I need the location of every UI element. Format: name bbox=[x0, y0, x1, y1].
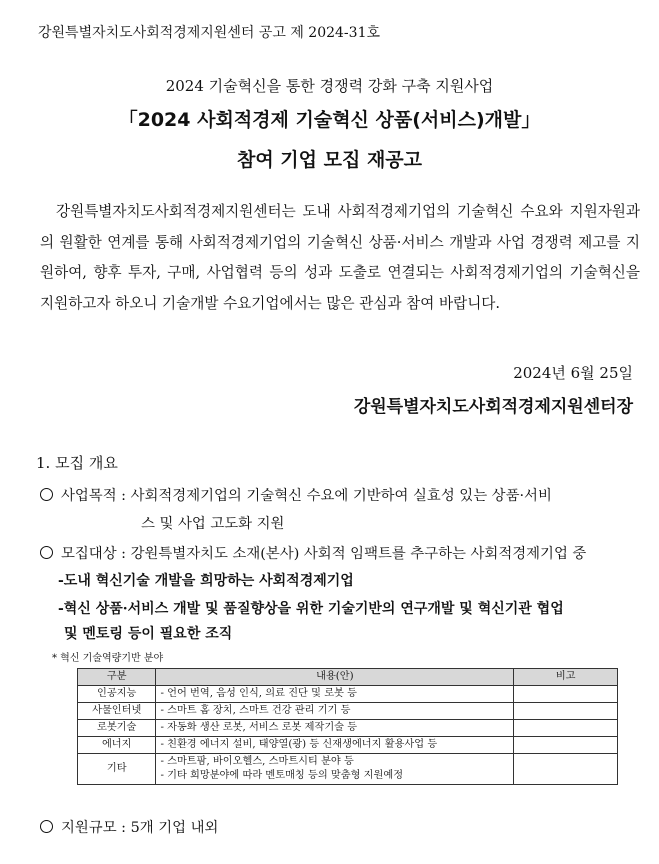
row-category: 인공지능 bbox=[78, 686, 156, 703]
target-detail: -혁신 상품·서비스 개발 및 품질향상을 위한 기술기반의 연구개발 및 혁신기관 협업 bbox=[58, 601, 564, 617]
row-content: - 자동화 생산 로봇, 서비스 로봇 제작기술 등 bbox=[156, 720, 514, 737]
header-content: 내용(안) bbox=[156, 669, 514, 686]
row-content bbox=[156, 754, 514, 785]
section-heading: 1. 모집 개요 bbox=[36, 454, 118, 472]
row-content: - 친환경 에너지 설비, 태양열(광) 등 신재생에너지 활용사업 등 bbox=[156, 737, 514, 754]
target-detail: -도내 혁신기술 개발을 희망하는 사회적경제기업 bbox=[58, 573, 354, 589]
row-remark bbox=[514, 703, 618, 720]
row-category: 로봇기술 bbox=[78, 720, 156, 737]
circle-bullet-icon bbox=[40, 546, 53, 559]
table-row bbox=[78, 720, 618, 737]
document-title-line2: 참여 기업 모집 재공고 bbox=[236, 149, 423, 171]
intro-paragraph: 강원특별자치도사회적경제지원센터는 도내 사회적경제기업의 기술혁신 수요와 지원자원과의 원활한 연계를 통해 사회적경제기업의 기술혁신 상품·서비스 개발과 사업 경쟁력 제고를 지원하여, 향후 투자, 구매, 사업협력 등의 성과 도출로 연결되는 사회적경제기업의 기술혁신을 지원하고자 하오니 기술개발 수요기업에서는 많은 관심과 참여 바랍니다. bbox=[40, 203, 640, 312]
table-header-row bbox=[78, 669, 618, 686]
circle-bullet-icon bbox=[40, 488, 53, 501]
header-category: 구분 bbox=[78, 669, 156, 686]
row-remark bbox=[514, 754, 618, 785]
row-remark bbox=[514, 686, 618, 703]
organization-signature: 강원특별자치도사회적경제지원센터장 bbox=[353, 397, 633, 417]
row-category: 기타 bbox=[78, 754, 156, 785]
document-subtitle: 2024 기술혁신을 통한 경쟁력 강화 구축 지원사업 bbox=[165, 77, 494, 95]
circle-bullet-icon bbox=[40, 820, 53, 833]
table-row bbox=[78, 703, 618, 720]
row-remark bbox=[514, 720, 618, 737]
scale-item bbox=[40, 816, 218, 837]
row-content-line: - 스마트팜, 바이오헬스, 스마트시티 분야 등 bbox=[160, 756, 354, 767]
purpose-item bbox=[40, 484, 552, 505]
row-content: - 언어 번역, 음성 인식, 의료 진단 및 로봇 등 bbox=[156, 686, 514, 703]
purpose-text: 사업목적 : 사회적경제기업의 기술혁신 수요에 기반하여 실효성 있는 상품·서비 bbox=[61, 488, 552, 504]
announcement-date: 2024년 6월 25일 bbox=[513, 364, 633, 382]
target-item bbox=[40, 542, 586, 563]
table-row bbox=[78, 737, 618, 754]
scale-text: 지원규모 : 5개 기업 내외 bbox=[61, 820, 219, 836]
tech-fields-table bbox=[77, 668, 618, 785]
table-note: * 혁신 기술역량기반 분야 bbox=[52, 653, 164, 664]
row-remark bbox=[514, 737, 618, 754]
row-content: - 스마트 홈 장치, 스마트 건강 관리 기기 등 bbox=[156, 703, 514, 720]
table-row bbox=[78, 686, 618, 703]
row-category: 사물인터넷 bbox=[78, 703, 156, 720]
document-title: 「2024 사회적경제 기술혁신 상품(서비스)개발」 bbox=[118, 109, 541, 131]
purpose-text-continued: 스 및 사업 고도화 지원 bbox=[141, 516, 285, 532]
table-row bbox=[78, 754, 618, 785]
header-remark: 비고 bbox=[514, 669, 618, 686]
target-detail-continued: 및 멘토링 등이 필요한 조직 bbox=[64, 626, 233, 642]
row-content-line: - 기타 희망분야에 따라 멘토매칭 등의 맞춤형 지원예정 bbox=[160, 770, 404, 781]
target-text: 모집대상 : 강원특별자치도 소재(본사) 사회적 임팩트를 추구하는 사회적경제기업 중 bbox=[61, 546, 587, 562]
notice-number: 강원특별자치도사회적경제지원센터 공고 제 2024-31호 bbox=[38, 25, 381, 41]
row-category: 에너지 bbox=[78, 737, 156, 754]
